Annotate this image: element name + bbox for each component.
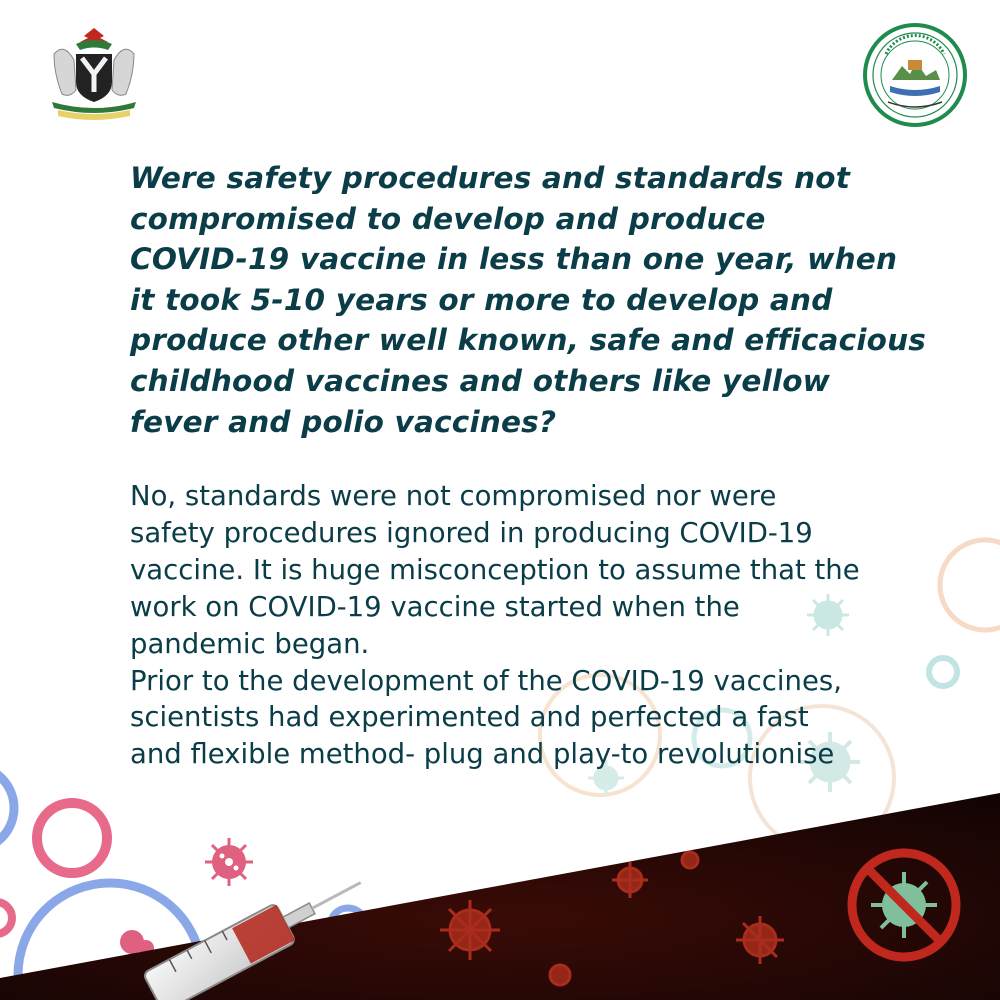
question-line: COVID-19 vaccine in less than one year, when bbox=[130, 242, 898, 277]
question-line: it took 5-10 years or more to develop and bbox=[130, 282, 833, 317]
answer-line: and flexible method- plug and play-to revolutionise bbox=[130, 738, 835, 771]
answer-line: scientists had experimented and perfected a fast bbox=[130, 701, 809, 734]
question-line: fever and polio vaccines? bbox=[130, 404, 557, 439]
answer-line: vaccine. It is huge misconception to assume that the bbox=[130, 553, 860, 586]
blue-ring-top bbox=[0, 766, 14, 850]
question-line: produce other well known, safe and efficacious bbox=[130, 323, 927, 358]
question-line: Were safety procedures and standards not bbox=[130, 161, 851, 195]
pink-ring-edge bbox=[0, 902, 12, 934]
answer-line: No, standards were not compromised nor were bbox=[130, 480, 777, 512]
question-heading bbox=[130, 158, 970, 442]
question-line: childhood vaccines and others like yellow bbox=[130, 363, 831, 398]
answer-line: safety procedures ignored in producing COVID-19 bbox=[130, 516, 813, 549]
answer-line: Prior to the development of the COVID-19 vaccines, bbox=[130, 664, 842, 697]
answer-line: pandemic began. bbox=[130, 627, 370, 660]
question-line: compromised to develop and produce bbox=[130, 201, 766, 236]
answer-paragraph bbox=[130, 478, 970, 773]
state-seal-icon bbox=[862, 22, 968, 128]
answer-line: work on COVID-19 vaccine started when the bbox=[130, 590, 740, 623]
coat-of-arms-icon bbox=[38, 24, 150, 124]
pink-ring bbox=[37, 803, 107, 873]
virus-icon bbox=[205, 838, 253, 886]
